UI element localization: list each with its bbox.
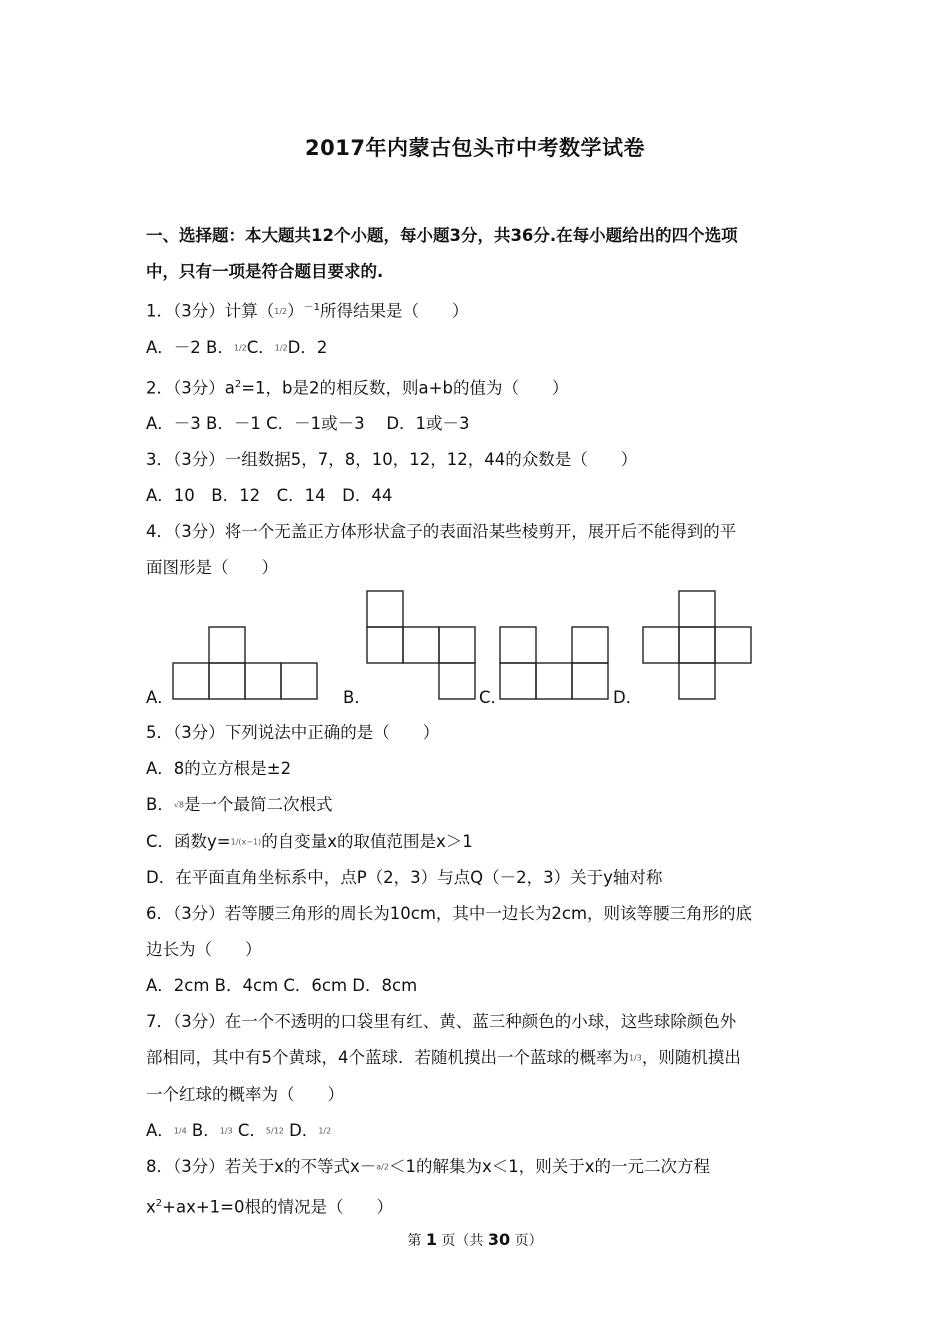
question-7-stem-line-1: 7．（3分）在一个不透明的口袋里有红、黄、蓝三种颜色的小球，这些球除颜色外 xyxy=(146,1012,737,1031)
fig-label-b: B． xyxy=(343,688,371,707)
q1-stem-b: ） xyxy=(287,301,304,321)
question-5-stem: 5．（3分）下列说法中正确的是（ ） xyxy=(146,723,440,742)
q5-opt-c-pre: C．函数y= xyxy=(146,831,231,851)
page-title: 2017年内蒙古包头市中考数学试卷 xyxy=(305,136,645,160)
q2-stem-a: 2．（3分）a xyxy=(146,378,235,397)
q7-stem-2-a: 部相同，其中有5个黄球，4个蓝球．若随机摸出一个蓝球的概率为 xyxy=(146,1048,629,1067)
q1-opt-c: D．2 xyxy=(287,338,328,357)
footer-post: 页） xyxy=(510,1233,543,1249)
q1-fraction: 1/2 xyxy=(274,307,288,316)
question-3-stem: 3．（3分）一组数据5，7，8，10，12，12，44的众数是（ ） xyxy=(146,450,638,469)
footer-total-pages: 30 xyxy=(487,1230,511,1249)
q7-opt-d: D． xyxy=(289,1120,319,1140)
question-6-stem-line-1: 6．（3分）若等腰三角形的周长为10cm，其中一边长为2cm，则该等腰三角形的底 xyxy=(146,904,753,923)
footer-page-number: 1 xyxy=(425,1230,437,1249)
q8-stem-1-a: 8．（3分）若关于x的不等式x－ xyxy=(146,1157,377,1176)
question-4-stem-line-2: 面图形是（ ） xyxy=(146,558,278,577)
question-1-options xyxy=(146,330,811,367)
question-8-stem-line-1 xyxy=(146,1149,811,1186)
question-7-options xyxy=(146,1113,811,1150)
net-figure-c xyxy=(499,626,611,700)
question-2-stem xyxy=(146,367,811,407)
question-7-stem-line-2 xyxy=(146,1040,811,1077)
question-6-options: A．2cm B．4cm C．6cm D．8cm xyxy=(146,976,418,995)
q7-frac-c: 5/12 xyxy=(265,1126,284,1135)
q2-exponent: 2 xyxy=(234,378,242,390)
page-footer xyxy=(0,1230,950,1250)
footer-mid: 页（共 xyxy=(436,1233,488,1249)
net-figure-a xyxy=(172,626,320,700)
question-5-option-b xyxy=(146,787,811,824)
q7-frac-b: 1/3 xyxy=(219,1126,233,1135)
question-8-stem-line-2 xyxy=(146,1186,811,1226)
q1-opt-frac-1: 1/2 xyxy=(233,343,247,353)
q1-exponent: －1 xyxy=(303,302,320,313)
net-figure-b xyxy=(366,590,478,700)
q1-opt-b: C． xyxy=(246,338,275,357)
q7-stem-2-b: ，则随机摸出 xyxy=(641,1048,741,1067)
q8-stem-1-b: ＜1的解集为x＜1，则关于x的一元二次方程 xyxy=(388,1157,710,1176)
q1-opt-frac-2: 1/2 xyxy=(274,343,288,353)
q1-stem-c: 所得结果是（ ） xyxy=(320,301,469,321)
section-heading-line-1: 一、选择题：本大题共12个小题，每小题3分，共36分.在每小题给出的四个选项 xyxy=(146,226,738,245)
fig-label-d: D． xyxy=(613,688,643,707)
q5-opt-c-post: 的自变量x的取值范围是x＞1 xyxy=(261,831,473,851)
net-figure-d xyxy=(642,590,754,700)
q1-opt-a: A．－2 B． xyxy=(146,338,234,357)
q7-opt-a: A． xyxy=(146,1120,174,1140)
question-5-option-c xyxy=(146,824,811,861)
fig-label-c: C． xyxy=(479,688,508,707)
q5-opt-b-post: 是一个最简二次根式 xyxy=(184,795,333,814)
question-4-stem-line-1: 4．（3分）将一个无盖正方体形状盒子的表面沿某些棱剪开，展开后不能得到的平 xyxy=(146,522,737,541)
q7-opt-b: B． xyxy=(191,1120,220,1140)
question-1-stem xyxy=(146,290,811,330)
footer-pre: 第 xyxy=(407,1233,426,1249)
question-5-option-d: D．在平面直角坐标系中，点P（2，3）与点Q（－2，3）关于y轴对称 xyxy=(146,868,663,887)
q8-stem-2-b: +ax+1=0根的情况是（ ） xyxy=(162,1197,393,1216)
q7-opt-c: C． xyxy=(237,1120,266,1140)
question-7-stem-line-3: 一个红球的概率为（ ） xyxy=(146,1084,344,1104)
q5-opt-b-pre: B． xyxy=(146,795,174,814)
q7-frac-a: 1/4 xyxy=(173,1126,187,1135)
q8-fraction: a/2 xyxy=(376,1162,389,1172)
question-2-options: A．－3 B．－1 C．－1或－3 D．1或－3 xyxy=(146,414,470,433)
q2-stem-b: =1，b是2的相反数，则a+b的值为（ ） xyxy=(241,378,569,397)
fig-label-a: A． xyxy=(146,688,174,707)
q8-stem-2-a: x xyxy=(146,1197,156,1216)
q7-fraction: 1/3 xyxy=(629,1053,642,1063)
section-heading-line-2: 中，只有一项是符合题目要求的. xyxy=(146,262,384,281)
q5-fraction: 1/(x−1) xyxy=(230,837,262,846)
exam-content xyxy=(146,218,811,1225)
question-5-option-a: A．8的立方根是±2 xyxy=(146,759,292,778)
question-4-figures xyxy=(146,590,811,715)
q1-stem-a: 1．（3分）计算（ xyxy=(146,301,275,321)
q7-frac-d: 1/2 xyxy=(318,1126,332,1135)
question-6-stem-line-2: 边长为（ ） xyxy=(146,940,262,959)
q5-radical: √8 xyxy=(173,800,185,810)
question-3-options: A．10 B．12 C．14 D．44 xyxy=(146,486,393,505)
q8-exponent: 2 xyxy=(155,1197,163,1209)
